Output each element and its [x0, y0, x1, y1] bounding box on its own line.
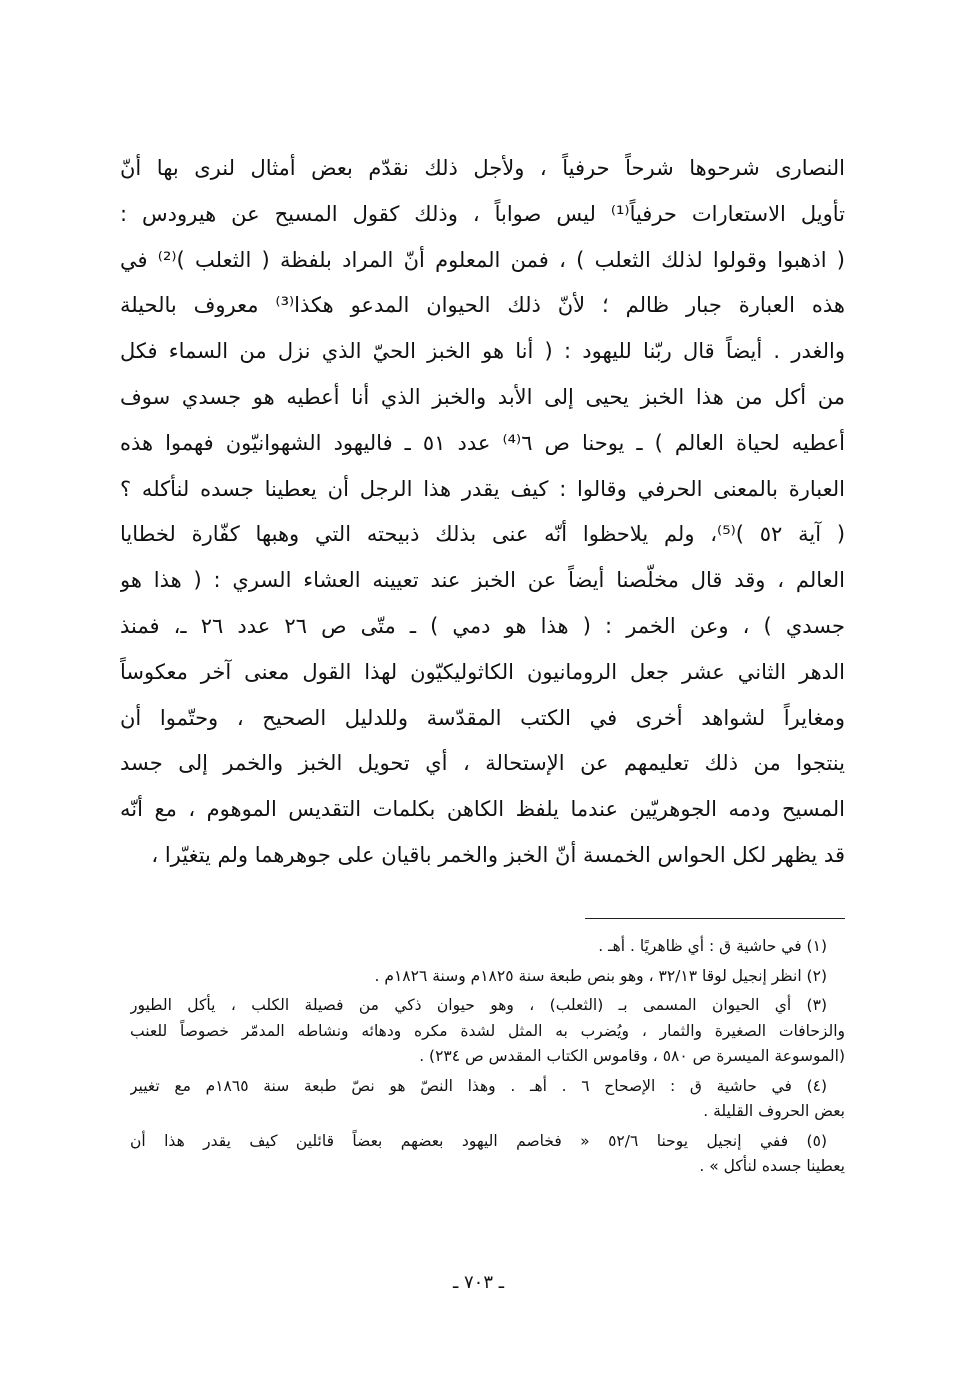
- footnote-line: (الموسوعة الميسرة ص ٥٨٠ ، وقاموس الكتاب المقدس ص ٢٣٤) .: [419, 1047, 845, 1065]
- footnote-5: [130, 1129, 845, 1180]
- footnote-line: بعض الحروف القليلة .: [703, 1102, 845, 1120]
- text-line: أعطيه لحياة العالم ) ـ يوحنا ص ٦⁽⁴⁾ عدد ٥١ ـ فاليهود الشهوانيّون فهموا هذه: [120, 430, 845, 455]
- text-line: ينتجوا من ذلك تعليمهم عن الإستحالة ، أي تحويل الخبز والخمر إلى جسد: [120, 751, 845, 776]
- footnote-line: والزحافات الصغيرة والثمار ، ويُضرب به المثل لشدة مكره ودهائه ونشاطه المدمّر خصوصاً للعنب: [130, 1021, 845, 1040]
- text-line: العالم ، وقد قال مخلّصنا أيضاً عن الخبز عند تعيينه العشاء السري : ( هذا هو: [120, 568, 845, 593]
- footnote-4: [130, 1074, 845, 1125]
- footnote-line: (٢) انظر إنجيل لوقا ٣٢/١٣ ، وهو بنص طبعة سنة ١٨٢٥م وسنة ١٨٢٦م .: [374, 966, 827, 985]
- text-line: جسدي ) ، وعن الخمر : ( هذا هو دمي ) ـ متّى ص ٢٦ عدد ٢٦ ـ، فمنذ: [120, 613, 845, 638]
- text-line: ( آية ٥٢ )⁽⁵⁾، ولم يلاحظوا أنّه عنى بذلك ذبيحته التي وهبها كفّارة لخطايا: [120, 522, 845, 547]
- text-line: قد يظهر لكل الحواس الخمسة أنّ الخبز والخمر باقيان على جوهرهما ولم يتغيّرا ،: [151, 842, 845, 867]
- text-line: والغدر . أيضاً قال ربّنا لليهود : ( أنا هو الخبز الحيّ الذي نزل من السماء فكل: [120, 339, 845, 364]
- text-line: العبارة بالمعنى الحرفي وقالوا : كيف يقدر هذا الرجل أن يعطينا جسده لنأكله ؟: [120, 476, 845, 501]
- footnote-2: [130, 964, 845, 990]
- text-line: هذه العبارة جبار ظالم ؛ لأنّ ذلك الحيوان المدعو هكذا⁽³⁾ معروف بالحيلة: [120, 293, 845, 318]
- text-line: ومغايراً لشواهد أخرى في الكتب المقدّسة وللدليل الصحيح ، وحتّموا أن: [120, 705, 845, 730]
- footnote-line: (٤) في حاشية ق : الإصحاح ٦ . أهـ . وهذا النصّ هو نصّ طبعة سنة ١٨٦٥م مع تغيير: [130, 1076, 828, 1095]
- text-line: المسيح ودمه الجوهريّين عندما يلفظ الكاهن بكلمات التقديس الموهوم ، مع أنّه: [120, 797, 845, 822]
- text-line: الدهر الثاني عشر جعل الرومانيون الكاثوليكيّون لهذا القول معنى آخر معكوساً: [120, 659, 845, 684]
- main-text-body: [120, 146, 845, 879]
- text-line: ( اذهبوا وقولوا لذلك الثعلب ) ، فمن المعلوم أنّ المراد بلفظة ( الثعلب )⁽²⁾ في: [120, 247, 845, 272]
- footnote-line: (١) في حاشية ق : أي ظاهريًا . أهـ .: [598, 937, 827, 955]
- page-number: ـ ٧٠٣ ـ: [452, 1272, 504, 1293]
- footnote-3: [130, 993, 845, 1070]
- footnotes-section: [130, 934, 845, 1184]
- footnote-separator: [585, 918, 845, 919]
- text-line: من أكل من هذا الخبز يحيى إلى الأبد والخبز الذي أنا أعطيه هو جسدي سوف: [120, 384, 845, 409]
- footnote-line: يعطينا جسده لنأكل » .: [699, 1157, 845, 1175]
- footnote-line: (٣) أي الحيوان المسمى بـ (الثعلب) ، وهو حيوان ذكي من فصيلة الكلب ، يأكل الطيور: [130, 996, 827, 1014]
- footnote-1: [130, 934, 845, 960]
- footnote-line: (٥) ففي إنجيل يوحنا ٥٢/٦ « فخاصم اليهود بعضهم بعضاً قائلين كيف يقدر هذا أن: [130, 1131, 827, 1150]
- text-line: النصارى شرحوها شرحاً حرفياً ، ولأجل ذلك نقدّم بعض أمثال لنرى بها أنّ: [120, 156, 845, 180]
- text-line: تأويل الاستعارات حرفياً⁽¹⁾ ليس صواباً ، وذلك كقول المسيح عن هيرودس :: [120, 201, 845, 226]
